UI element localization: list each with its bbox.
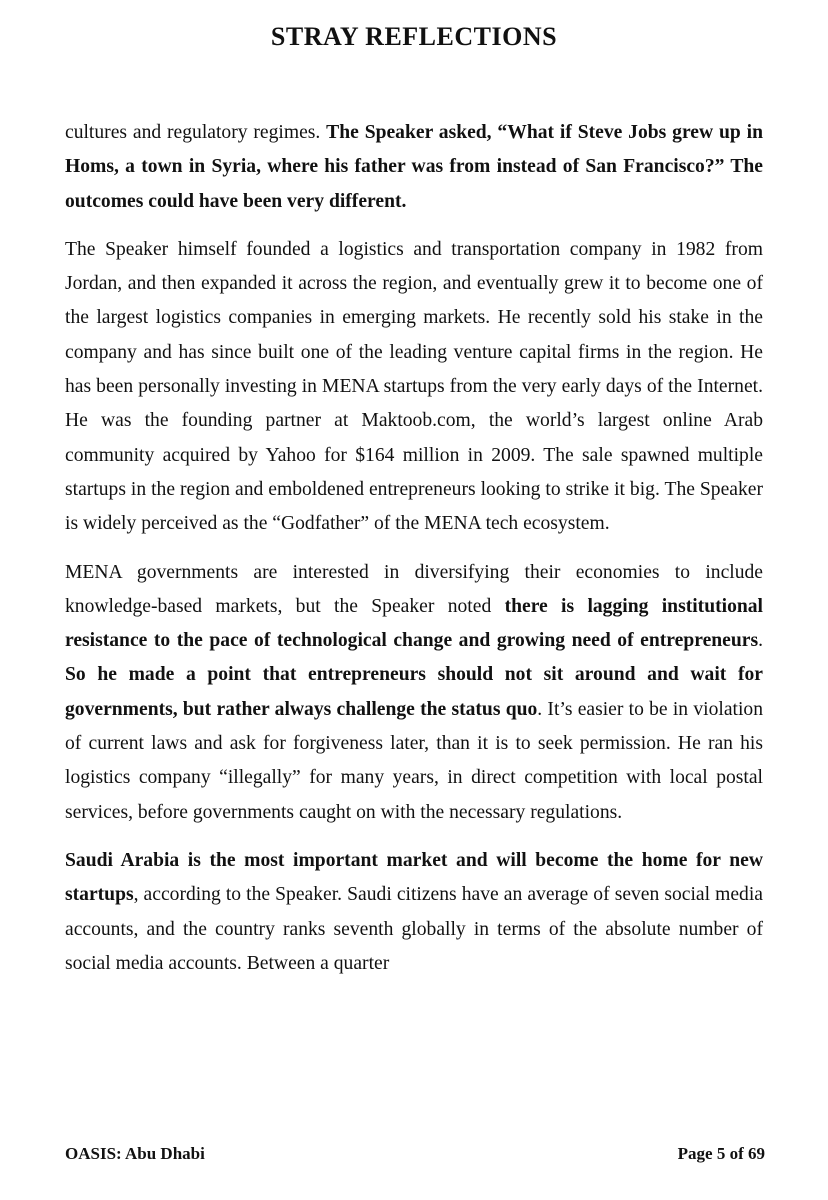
paragraph-3-segment-2: there is lagging institutional resistance to the pace of technological change and growing need of entrepreneurs bbox=[65, 595, 763, 652]
paragraph-1-segment-1: cultures and regulatory regimes. bbox=[65, 122, 327, 143]
paragraph-4 bbox=[65, 844, 763, 981]
page-header-title: STRAY REFLECTIONS bbox=[270, 22, 558, 51]
paragraph-3-segment-5: . It’s easier to be in violation of current laws and ask for forgiveness later, than it is to seek permission. He ran his logistics company “illegally” for many years, in direct competition with local postal services, before governments caught on with the necessary regulations. bbox=[65, 698, 763, 823]
paragraph-2-segment-1: The Speaker himself founded a logistics and transportation company in 1982 from Jordan, and then expanded it across the region, and eventually grew it to become one of the largest logistics companies in emerging markets. He recently sold his stake in the company and has since built one of the leading venture capital firms in the region. He has been personally investing in MENA startups from the very early days of the Internet. He was the founding partner at Maktoob.com, the world’s largest online Arab community acquired by Yahoo for $164 million in 2009. The sale spawned multiple startups in the region and emboldened entrepreneurs looking to strike it big. The Speaker is widely perceived as the “Godfather” of the MENA tech ecosystem. bbox=[65, 238, 763, 535]
paragraph-3-segment-4: So he made a point that entrepreneurs should not sit around and wait for governments, but rather always challenge the status quo bbox=[65, 664, 763, 720]
footer-publication: OASIS: Abu Dhabi bbox=[65, 1144, 205, 1163]
paragraph-1-segment-2: The Speaker asked, “What if Steve Jobs grew up in Homs, a town in Syria, where his father was from instead of San Francisco?” The outcomes could have been very different. bbox=[65, 122, 763, 212]
paragraph-4-segment-2: , according to the Speaker. Saudi citizens have an average of seven social media accounts, and the country ranks seventh globally in terms of the absolute number of social media accounts. Between a quarter bbox=[65, 884, 763, 974]
paragraph-4-segment-1: Saudi Arabia is the most important market and will become the home for new startups bbox=[65, 849, 763, 906]
paragraph-3 bbox=[65, 556, 763, 830]
footer-page-number: Page 5 of 69 bbox=[677, 1144, 765, 1163]
body-text bbox=[65, 116, 763, 995]
paragraph-3-segment-1: MENA governments are interested in diversifying their economies to include knowledge-based markets, but the Speaker noted bbox=[65, 561, 763, 617]
paragraph-3-segment-3: . bbox=[758, 630, 763, 652]
paragraph-1 bbox=[65, 116, 763, 219]
paragraph-2 bbox=[65, 233, 763, 542]
